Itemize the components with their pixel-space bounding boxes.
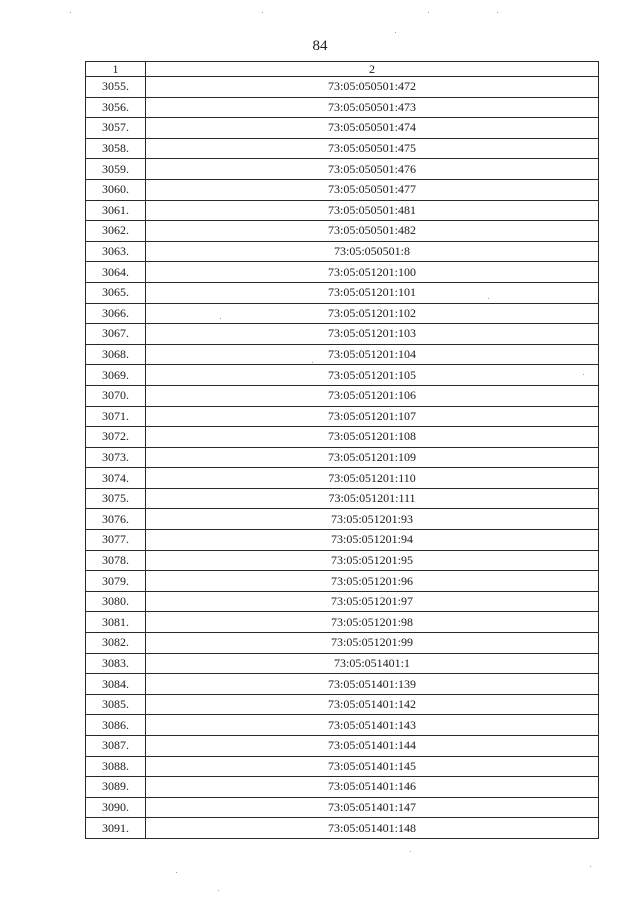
table-row [86, 138, 599, 159]
cadastral-number-cell: 73:05:050501:481 [146, 200, 599, 221]
cadastral-number-cell: 73:05:050501:475 [146, 138, 599, 159]
column-header-number: 1 [86, 62, 146, 77]
scan-speck [176, 872, 177, 873]
table-row [86, 77, 599, 98]
cadastral-number-cell: 73:05:051201:94 [146, 530, 599, 551]
row-number-cell: 3066. [86, 303, 146, 324]
row-number-cell: 3075. [86, 488, 146, 509]
row-number-cell: 3084. [86, 674, 146, 695]
cadastral-number-cell: 73:05:051201:102 [146, 303, 599, 324]
cadastral-number-cell: 73:05:051401:147 [146, 797, 599, 818]
row-number-cell: 3065. [86, 282, 146, 303]
cadastral-number-cell: 73:05:050501:477 [146, 179, 599, 200]
row-number-cell: 3060. [86, 179, 146, 200]
cadastral-number-cell: 73:05:051201:111 [146, 488, 599, 509]
scan-speck [70, 12, 71, 13]
cadastral-number-cell: 73:05:051201:95 [146, 550, 599, 571]
table-row [86, 385, 599, 406]
row-number-cell: 3088. [86, 756, 146, 777]
row-number-cell: 3086. [86, 715, 146, 736]
table-row [86, 365, 599, 386]
table-row [86, 756, 599, 777]
table-header [86, 62, 599, 77]
row-number-cell: 3078. [86, 550, 146, 571]
cadastral-number-cell: 73:05:051201:93 [146, 509, 599, 530]
cadastral-number-table [85, 61, 599, 839]
row-number-cell: 3073. [86, 447, 146, 468]
table-row [86, 509, 599, 530]
row-number-cell: 3079. [86, 571, 146, 592]
cadastral-number-cell: 73:05:050501:473 [146, 97, 599, 118]
row-number-cell: 3069. [86, 365, 146, 386]
cadastral-number-cell: 73:05:051201:103 [146, 324, 599, 345]
table-row [86, 179, 599, 200]
scan-speck [395, 32, 396, 33]
cadastral-number-cell: 73:05:051401:146 [146, 777, 599, 798]
table-row [86, 406, 599, 427]
scan-speck [218, 890, 219, 891]
cadastral-number-cell: 73:05:051201:110 [146, 468, 599, 489]
row-number-cell: 3062. [86, 221, 146, 242]
table-row [86, 633, 599, 654]
table-row [86, 488, 599, 509]
table-row [86, 653, 599, 674]
row-number-cell: 3083. [86, 653, 146, 674]
table-row [86, 694, 599, 715]
page-number: 84 [312, 38, 328, 54]
row-number-cell: 3091. [86, 818, 146, 839]
cadastral-number-cell: 73:05:051401:1 [146, 653, 599, 674]
row-number-cell: 3076. [86, 509, 146, 530]
table-row [86, 118, 599, 139]
row-number-cell: 3085. [86, 694, 146, 715]
scan-speck [497, 12, 498, 13]
cadastral-number-cell: 73:05:051201:101 [146, 282, 599, 303]
table-body [86, 77, 599, 839]
table-row [86, 777, 599, 798]
table-row [86, 591, 599, 612]
cadastral-number-cell: 73:05:051201:106 [146, 385, 599, 406]
row-number-cell: 3087. [86, 736, 146, 757]
row-number-cell: 3064. [86, 262, 146, 283]
scan-speck [410, 851, 411, 852]
row-number-cell: 3090. [86, 797, 146, 818]
table-row [86, 344, 599, 365]
cadastral-number-cell: 73:05:051401:143 [146, 715, 599, 736]
table-row [86, 530, 599, 551]
table-row [86, 550, 599, 571]
row-number-cell: 3074. [86, 468, 146, 489]
table-header-row [86, 62, 599, 77]
cadastral-number-cell: 73:05:051201:105 [146, 365, 599, 386]
cadastral-number-cell: 73:05:051201:100 [146, 262, 599, 283]
table-row [86, 612, 599, 633]
row-number-cell: 3067. [86, 324, 146, 345]
table-row [86, 427, 599, 448]
table-row [86, 221, 599, 242]
cadastral-number-cell: 73:05:050501:476 [146, 159, 599, 180]
cadastral-number-cell: 73:05:051201:99 [146, 633, 599, 654]
cadastral-number-cell: 73:05:051201:109 [146, 447, 599, 468]
row-number-cell: 3080. [86, 591, 146, 612]
cadastral-number-cell: 73:05:050501:472 [146, 77, 599, 98]
cadastral-number-cell: 73:05:051201:96 [146, 571, 599, 592]
row-number-cell: 3068. [86, 344, 146, 365]
cadastral-number-cell: 73:05:051201:97 [146, 591, 599, 612]
table-row [86, 303, 599, 324]
table-row [86, 447, 599, 468]
table-row [86, 818, 599, 839]
row-number-cell: 3063. [86, 241, 146, 262]
scan-speck [312, 362, 313, 363]
table-row [86, 282, 599, 303]
scan-speck [262, 12, 263, 13]
cadastral-number-cell: 73:05:050501:8 [146, 241, 599, 262]
table-row [86, 797, 599, 818]
table-row [86, 97, 599, 118]
scan-speck [583, 374, 584, 375]
row-number-cell: 3059. [86, 159, 146, 180]
scan-speck [590, 866, 591, 867]
row-number-cell: 3070. [86, 385, 146, 406]
row-number-cell: 3057. [86, 118, 146, 139]
cadastral-number-cell: 73:05:051401:142 [146, 694, 599, 715]
column-header-cadastral-number: 2 [146, 62, 599, 77]
cadastral-number-cell: 73:05:051201:107 [146, 406, 599, 427]
cadastral-number-cell: 73:05:051401:145 [146, 756, 599, 777]
cadastral-number-cell: 73:05:051201:104 [146, 344, 599, 365]
cadastral-number-cell: 73:05:051401:148 [146, 818, 599, 839]
scan-speck [488, 298, 489, 299]
row-number-cell: 3056. [86, 97, 146, 118]
row-number-cell: 3077. [86, 530, 146, 551]
row-number-cell: 3081. [86, 612, 146, 633]
table-row [86, 468, 599, 489]
cadastral-number-cell: 73:05:051401:139 [146, 674, 599, 695]
scan-speck [220, 318, 221, 319]
cadastral-number-cell: 73:05:051201:108 [146, 427, 599, 448]
cadastral-number-cell: 73:05:051201:98 [146, 612, 599, 633]
table-row [86, 241, 599, 262]
row-number-cell: 3082. [86, 633, 146, 654]
row-number-cell: 3072. [86, 427, 146, 448]
cadastral-number-cell: 73:05:051401:144 [146, 736, 599, 757]
table-row [86, 571, 599, 592]
table-row [86, 262, 599, 283]
row-number-cell: 3055. [86, 77, 146, 98]
table-row [86, 736, 599, 757]
row-number-cell: 3061. [86, 200, 146, 221]
table-row [86, 200, 599, 221]
cadastral-number-cell: 73:05:050501:482 [146, 221, 599, 242]
row-number-cell: 3071. [86, 406, 146, 427]
table-row [86, 159, 599, 180]
row-number-cell: 3089. [86, 777, 146, 798]
row-number-cell: 3058. [86, 138, 146, 159]
cadastral-number-cell: 73:05:050501:474 [146, 118, 599, 139]
table-row [86, 674, 599, 695]
scan-speck [428, 12, 429, 13]
table-row [86, 324, 599, 345]
table-row [86, 715, 599, 736]
